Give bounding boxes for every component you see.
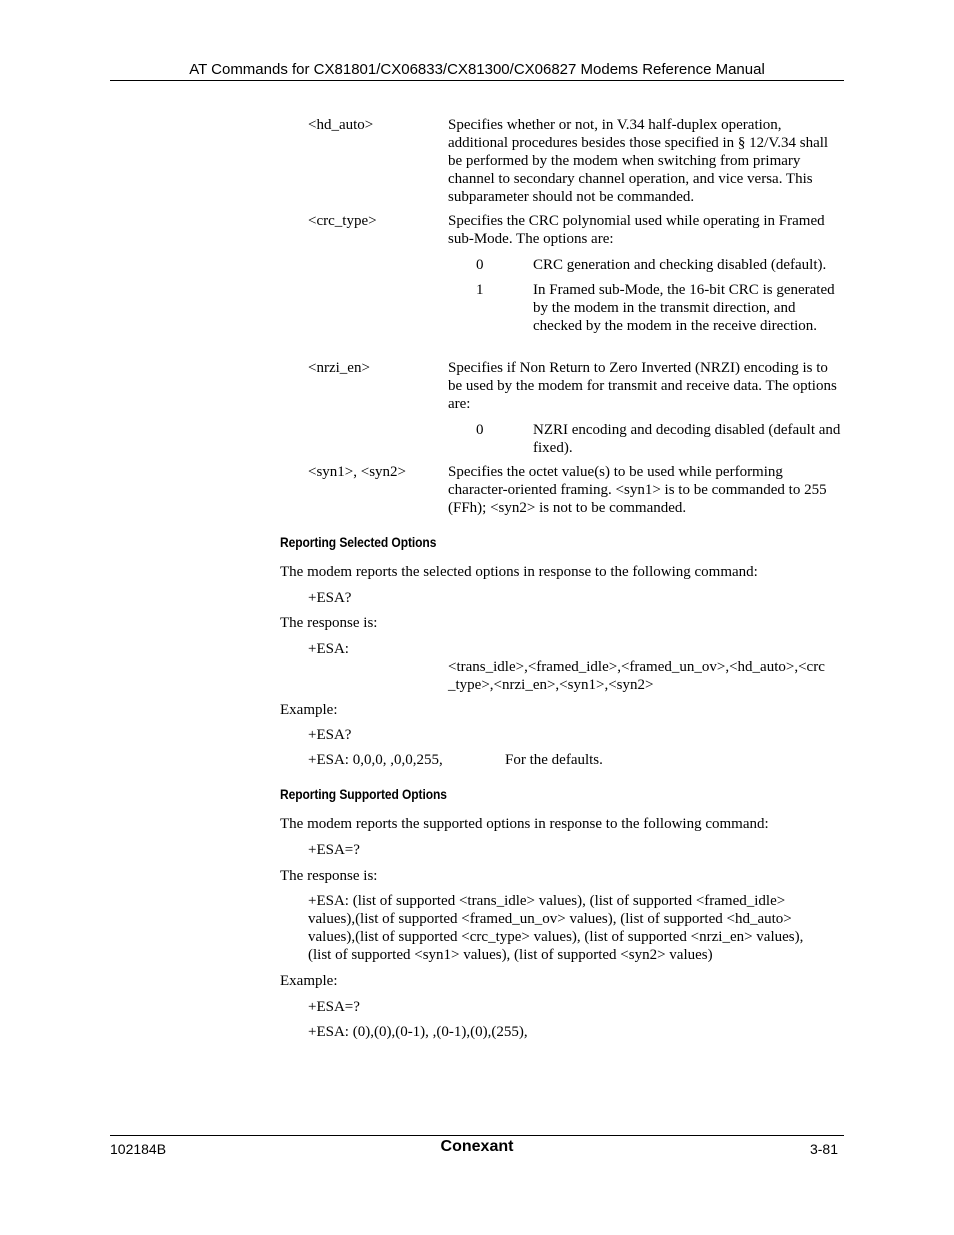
supported-intro: The modem reports the supported options in response to the following command: <box>280 816 769 832</box>
selected-response-line: _type>,<nrzi_en>,<syn1>,<syn2> <box>448 677 654 693</box>
param-hd-auto-name: <hd_auto> <box>308 117 374 133</box>
nrzi-option-value: 0 <box>476 422 484 438</box>
param-hd-auto-desc: Specifies whether or not, in V.34 half-duplex operation, additional procedures besides those specified in § 12/V.34 shall be performed by the modem when switching from primary channel to secondary channel operation, and vice versa. This subparameter should not be commanded. <box>448 117 829 205</box>
param-nrzi-en-name: <nrzi_en> <box>308 360 370 376</box>
crc-option-text: In Framed sub-Mode, the 16-bit CRC is generated by the modem in the transmit direction, and checked by the modem in the receive direction. <box>533 282 835 334</box>
section-heading-supported: Reporting Supported Options <box>280 786 447 802</box>
selected-example-command: +ESA? <box>308 727 352 743</box>
param-crc-type-name: <crc_type> <box>308 213 377 229</box>
doc-number: 102184B <box>110 1141 167 1157</box>
selected-response-label: The response is: <box>280 615 378 631</box>
section-heading-selected: Reporting Selected Options <box>280 534 437 550</box>
crc-option-value: 1 <box>476 282 484 298</box>
header-rule <box>110 80 844 81</box>
page-number: 3-81 <box>809 1141 838 1157</box>
supported-command: +ESA=? <box>308 842 360 858</box>
supported-example-label: Example: <box>280 973 338 989</box>
param-syn-name: <syn1>, <syn2> <box>308 464 407 480</box>
crc-option-value: 0 <box>476 257 484 273</box>
supported-example-command: +ESA=? <box>308 999 360 1015</box>
param-crc-type-desc: Specifies the CRC polynomial used while operating in Framed sub-Mode. The options are: <box>448 213 825 247</box>
selected-example-response: +ESA: 0,0,0, ,0,0,255, <box>308 752 443 768</box>
selected-example-label: Example: <box>280 702 338 718</box>
selected-intro: The modem reports the selected options in response to the following command: <box>280 564 758 580</box>
param-syn-desc: Specifies the octet value(s) to be used while performing character-oriented framing. <syn1> is to be commanded to 255 (FFh); <syn2> is not to be commanded. <box>448 464 827 516</box>
selected-response-line: <trans_idle>,<framed_idle>,<framed_un_ov>,<hd_auto>,<crc <box>448 659 825 675</box>
footer-rule <box>110 1135 844 1136</box>
selected-response-prefix: +ESA: <box>308 641 349 657</box>
running-header: AT Commands for CX81801/CX06833/CX81300/CX06827 Modems Reference Manual <box>189 61 765 78</box>
supported-example-response: +ESA: (0),(0),(0-1), ,(0-1),(0),(255), <box>308 1024 528 1040</box>
supported-response-text: +ESA: (list of supported <trans_idle> values), (list of supported <framed_idle> values),(list of supported <framed_un_ov> values), (list of supported <hd_auto> values),(list of supported <crc_type> values), (list of supported <nrzi_en> values), (list of supported <syn1> values), (list of supported <syn2> values) <box>308 893 804 963</box>
supported-response-label: The response is: <box>280 868 378 884</box>
selected-example-note: For the defaults. <box>505 752 603 768</box>
nrzi-option-text: NZRI encoding and decoding disabled (default and fixed). <box>533 422 841 456</box>
company-name: Conexant <box>440 1138 514 1155</box>
crc-option-text: CRC generation and checking disabled (default). <box>533 257 827 273</box>
param-nrzi-en-desc: Specifies if Non Return to Zero Inverted (NRZI) encoding is to be used by the modem for transmit and receive data. The options are: <box>448 360 837 412</box>
selected-command: +ESA? <box>308 590 352 606</box>
